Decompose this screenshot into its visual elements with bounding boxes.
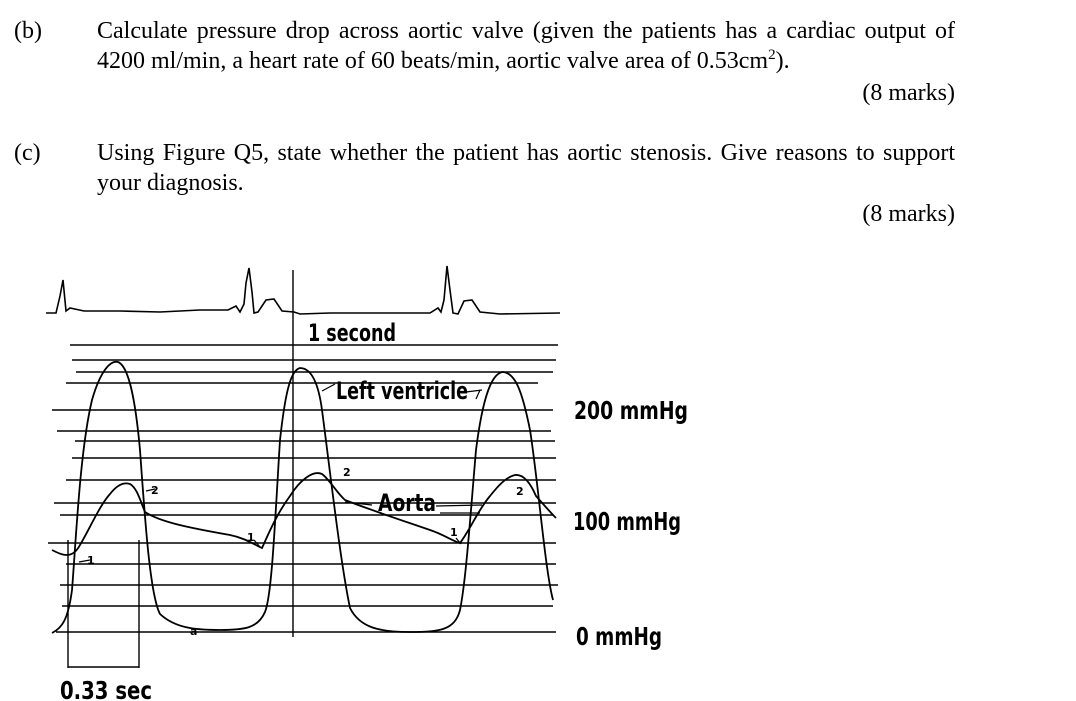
marker-1-label: 1 bbox=[450, 526, 458, 539]
marker-2-label: 2 bbox=[343, 466, 351, 479]
marker-1-label: 1 bbox=[87, 554, 95, 567]
aorta-label-arrow bbox=[436, 505, 482, 506]
marker-a-label: a bbox=[190, 625, 198, 638]
question-c-text: Using Figure Q5, state whether the patient has aortic stenosis. Give reasons to support your diagnosis. bbox=[97, 140, 955, 196]
time-scale-label: 1 second bbox=[308, 319, 396, 347]
lv-label-arrow bbox=[476, 390, 480, 399]
question-b-text-end: ). bbox=[775, 48, 790, 74]
question-b-marks: (8 marks) bbox=[862, 80, 955, 106]
left-ventricle-pressure-trace bbox=[52, 362, 553, 633]
question-b-superscript: 2 bbox=[768, 47, 776, 63]
pressure-200-label: 200 mmHg bbox=[574, 396, 688, 425]
marker-2-label: 2 bbox=[151, 484, 159, 497]
ecg-trace bbox=[46, 266, 560, 314]
aorta-label: Aorta bbox=[378, 489, 436, 517]
question-c-marks: (8 marks) bbox=[862, 201, 955, 227]
left-ventricle-label: Left ventricle bbox=[336, 377, 468, 405]
pressure-0-label: 0 mmHg bbox=[576, 622, 662, 651]
question-b-label: (b) bbox=[14, 18, 42, 44]
marker-1-label: 1 bbox=[247, 531, 255, 544]
marker-2-label: 2 bbox=[516, 485, 524, 498]
question-b-text-main: Calculate pressure drop across aortic valve (given the patients has a cardiac output of 4200 ml/min, a heart rate of 60 beats/min, aortic valve area of 0.53cm bbox=[97, 18, 955, 74]
pressure-100-label: 100 mmHg bbox=[573, 507, 681, 536]
interval-label: 0.33 sec bbox=[60, 676, 152, 701]
question-c-label: (c) bbox=[14, 140, 41, 166]
grid-lines bbox=[48, 345, 558, 632]
lv-label-arrow bbox=[322, 384, 335, 391]
